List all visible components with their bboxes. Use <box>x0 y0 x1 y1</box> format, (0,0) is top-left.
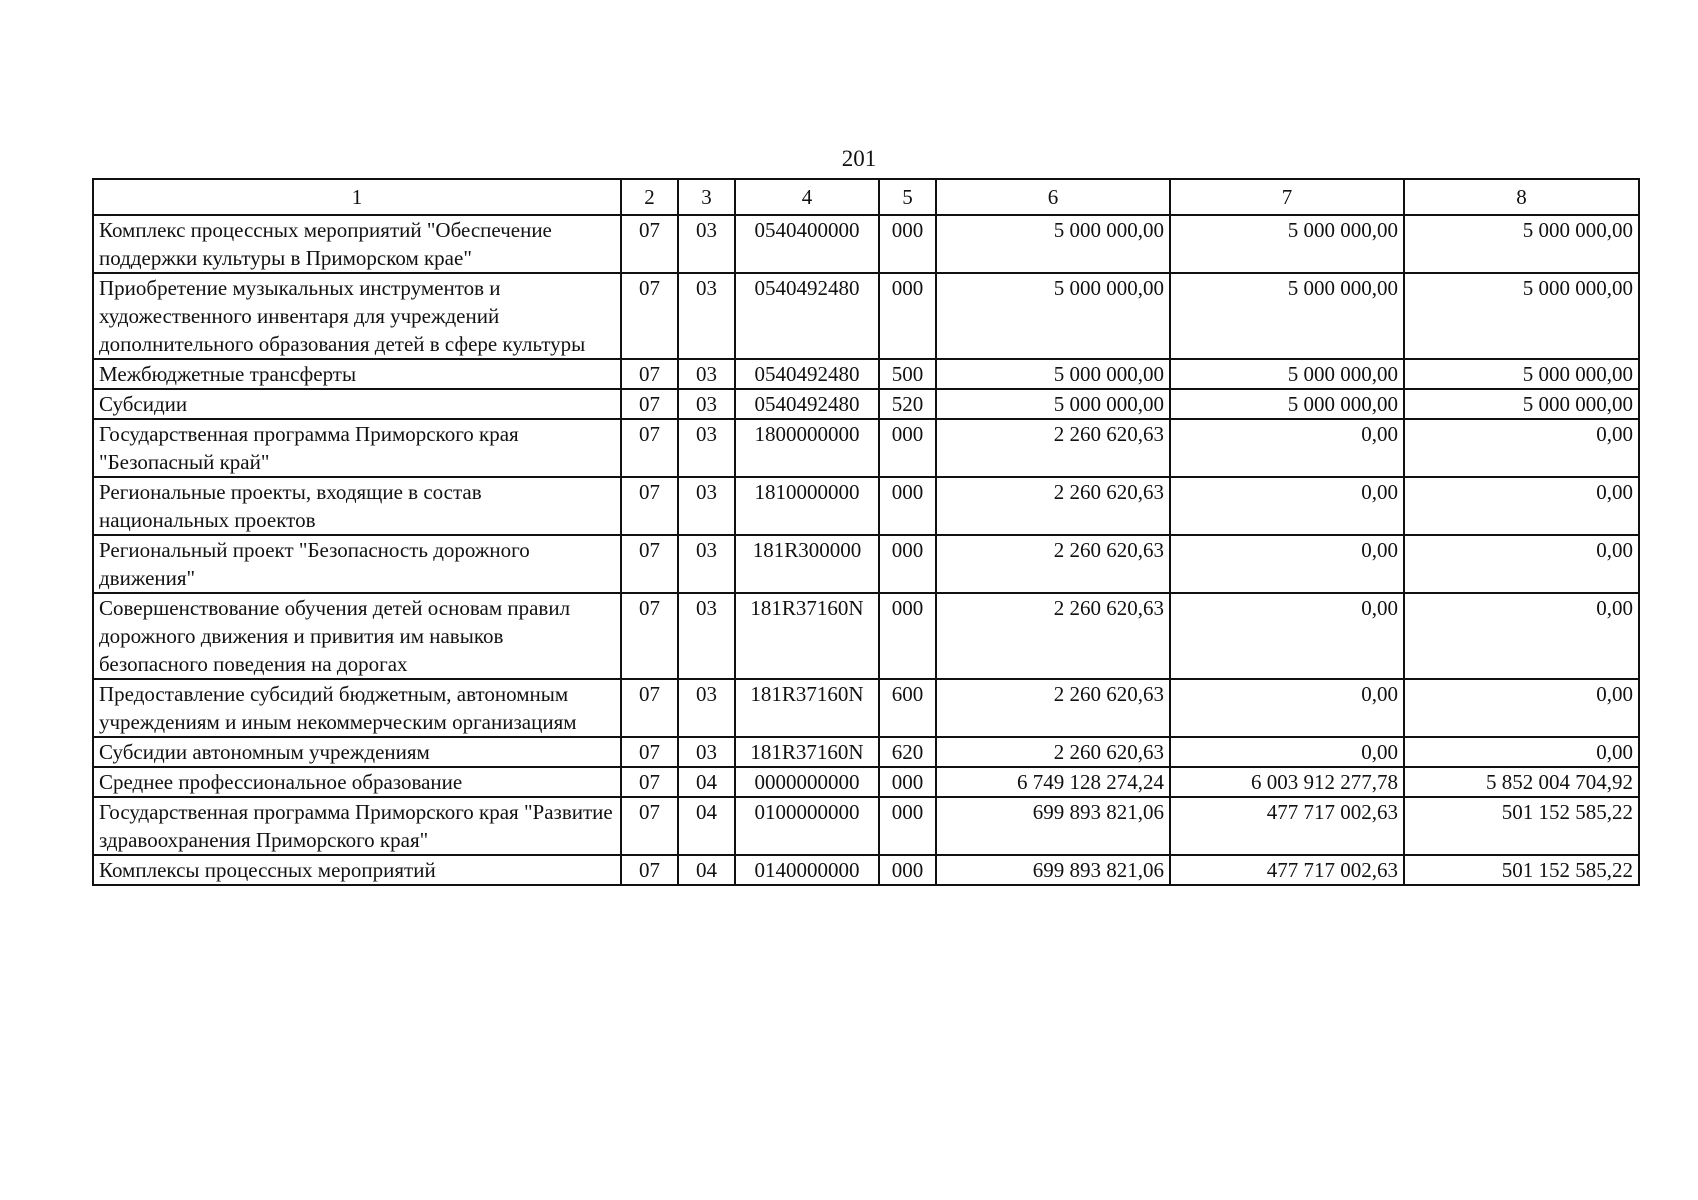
subsection-code-cell: 03 <box>678 477 735 535</box>
amount-col7-cell: 0,00 <box>1170 679 1404 737</box>
amount-col7-cell: 0,00 <box>1170 477 1404 535</box>
item-name-cell: Субсидии <box>93 389 621 419</box>
header-cell: 2 <box>621 179 678 215</box>
amount-col8-cell: 5 852 004 704,92 <box>1404 767 1639 797</box>
amount-col7-cell: 5 000 000,00 <box>1170 215 1404 273</box>
amount-col6-cell: 2 260 620,63 <box>936 535 1170 593</box>
item-name-cell: Государственная программа Приморского края "Безопасный край" <box>93 419 621 477</box>
expense-type-cell: 600 <box>879 679 936 737</box>
subsection-code-cell: 03 <box>678 737 735 767</box>
section-code-cell: 07 <box>621 593 678 679</box>
section-code-cell: 07 <box>621 767 678 797</box>
amount-col6-cell: 5 000 000,00 <box>936 273 1170 359</box>
target-article-cell: 1800000000 <box>735 419 879 477</box>
table-row <box>93 389 1639 419</box>
amount-col6-cell: 699 893 821,06 <box>936 855 1170 885</box>
amount-col6-cell: 5 000 000,00 <box>936 389 1170 419</box>
subsection-code-cell: 03 <box>678 359 735 389</box>
subsection-code-cell: 03 <box>678 679 735 737</box>
amount-col8-cell: 0,00 <box>1404 419 1639 477</box>
table-row <box>93 535 1639 593</box>
amount-col7-cell: 0,00 <box>1170 737 1404 767</box>
amount-col6-cell: 2 260 620,63 <box>936 593 1170 679</box>
subsection-code-cell: 03 <box>678 215 735 273</box>
target-article-cell: 0540400000 <box>735 215 879 273</box>
section-code-cell: 07 <box>621 797 678 855</box>
expense-type-cell: 000 <box>879 797 936 855</box>
expense-type-cell: 000 <box>879 215 936 273</box>
section-code-cell: 07 <box>621 535 678 593</box>
amount-col6-cell: 2 260 620,63 <box>936 679 1170 737</box>
section-code-cell: 07 <box>621 477 678 535</box>
amount-col6-cell: 2 260 620,63 <box>936 737 1170 767</box>
target-article-cell: 181R37160N <box>735 679 879 737</box>
amount-col8-cell: 5 000 000,00 <box>1404 273 1639 359</box>
header-row <box>93 179 1639 215</box>
section-code-cell: 07 <box>621 273 678 359</box>
item-name-cell: Субсидии автономным учреждениям <box>93 737 621 767</box>
item-name-cell: Комплекс процессных мероприятий "Обеспечение поддержки культуры в Приморском крае" <box>93 215 621 273</box>
header-cell: 7 <box>1170 179 1404 215</box>
subsection-code-cell: 03 <box>678 273 735 359</box>
subsection-code-cell: 03 <box>678 419 735 477</box>
subsection-code-cell: 03 <box>678 389 735 419</box>
amount-col7-cell: 0,00 <box>1170 593 1404 679</box>
amount-col8-cell: 0,00 <box>1404 535 1639 593</box>
amount-col8-cell: 0,00 <box>1404 737 1639 767</box>
header-cell: 1 <box>93 179 621 215</box>
target-article-cell: 0140000000 <box>735 855 879 885</box>
expense-type-cell: 000 <box>879 477 936 535</box>
amount-col7-cell: 5 000 000,00 <box>1170 273 1404 359</box>
target-article-cell: 0540492480 <box>735 273 879 359</box>
item-name-cell: Межбюджетные трансферты <box>93 359 621 389</box>
amount-col6-cell: 2 260 620,63 <box>936 477 1170 535</box>
header-cell: 3 <box>678 179 735 215</box>
table-row <box>93 215 1639 273</box>
target-article-cell: 1810000000 <box>735 477 879 535</box>
expense-type-cell: 000 <box>879 535 936 593</box>
target-article-cell: 181R37160N <box>735 737 879 767</box>
table-row <box>93 359 1639 389</box>
amount-col6-cell: 5 000 000,00 <box>936 215 1170 273</box>
amount-col8-cell: 5 000 000,00 <box>1404 359 1639 389</box>
amount-col6-cell: 699 893 821,06 <box>936 797 1170 855</box>
amount-col6-cell: 2 260 620,63 <box>936 419 1170 477</box>
subsection-code-cell: 03 <box>678 593 735 679</box>
page-number: 201 <box>841 146 877 171</box>
section-code-cell: 07 <box>621 419 678 477</box>
section-code-cell: 07 <box>621 359 678 389</box>
amount-col7-cell: 0,00 <box>1170 419 1404 477</box>
amount-col8-cell: 5 000 000,00 <box>1404 215 1639 273</box>
amount-col7-cell: 0,00 <box>1170 535 1404 593</box>
section-code-cell: 07 <box>621 737 678 767</box>
target-article-cell: 0000000000 <box>735 767 879 797</box>
table-row <box>93 855 1639 885</box>
expense-type-cell: 000 <box>879 273 936 359</box>
amount-col7-cell: 5 000 000,00 <box>1170 389 1404 419</box>
expense-type-cell: 620 <box>879 737 936 767</box>
subsection-code-cell: 04 <box>678 767 735 797</box>
target-article-cell: 181R37160N <box>735 593 879 679</box>
subsection-code-cell: 03 <box>678 535 735 593</box>
subsection-code-cell: 04 <box>678 855 735 885</box>
header-cell: 5 <box>879 179 936 215</box>
amount-col7-cell: 6 003 912 277,78 <box>1170 767 1404 797</box>
target-article-cell: 0540492480 <box>735 389 879 419</box>
item-name-cell: Государственная программа Приморского края "Развитие здравоохранения Приморского края" <box>93 797 621 855</box>
expense-type-cell: 000 <box>879 593 936 679</box>
target-article-cell: 181R300000 <box>735 535 879 593</box>
subsection-code-cell: 04 <box>678 797 735 855</box>
target-article-cell: 0540492480 <box>735 359 879 389</box>
table-row <box>93 797 1639 855</box>
section-code-cell: 07 <box>621 855 678 885</box>
item-name-cell: Региональный проект "Безопасность дорожного движения" <box>93 535 621 593</box>
expense-type-cell: 000 <box>879 419 936 477</box>
expense-type-cell: 520 <box>879 389 936 419</box>
amount-col8-cell: 0,00 <box>1404 477 1639 535</box>
item-name-cell: Региональные проекты, входящие в состав национальных проектов <box>93 477 621 535</box>
section-code-cell: 07 <box>621 215 678 273</box>
item-name-cell: Совершенствование обучения детей основам правил дорожного движения и привития им навыков безопасного поведения на дорогах <box>93 593 621 679</box>
item-name-cell: Среднее профессиональное образование <box>93 767 621 797</box>
amount-col7-cell: 5 000 000,00 <box>1170 359 1404 389</box>
expense-type-cell: 000 <box>879 855 936 885</box>
table-row <box>93 593 1639 679</box>
expense-type-cell: 500 <box>879 359 936 389</box>
header-cell: 8 <box>1404 179 1639 215</box>
section-code-cell: 07 <box>621 679 678 737</box>
item-name-cell: Приобретение музыкальных инструментов и художественного инвентаря для учреждений дополнительного образования детей в сфере культуры <box>93 273 621 359</box>
item-name-cell: Предоставление субсидий бюджетным, автономным учреждениям и иным некоммерческим организациям <box>93 679 621 737</box>
table-row <box>93 679 1639 737</box>
table-row <box>93 477 1639 535</box>
amount-col8-cell: 0,00 <box>1404 679 1639 737</box>
amount-col8-cell: 0,00 <box>1404 593 1639 679</box>
table-row <box>93 767 1639 797</box>
budget-table <box>92 178 1640 886</box>
table-row <box>93 273 1639 359</box>
amount-col6-cell: 6 749 128 274,24 <box>936 767 1170 797</box>
target-article-cell: 0100000000 <box>735 797 879 855</box>
section-code-cell: 07 <box>621 389 678 419</box>
expense-type-cell: 000 <box>879 767 936 797</box>
table-row <box>93 419 1639 477</box>
item-name-cell: Комплексы процессных мероприятий <box>93 855 621 885</box>
amount-col7-cell: 477 717 002,63 <box>1170 797 1404 855</box>
header-cell: 6 <box>936 179 1170 215</box>
header-cell: 4 <box>735 179 879 215</box>
amount-col8-cell: 501 152 585,22 <box>1404 855 1639 885</box>
amount-col6-cell: 5 000 000,00 <box>936 359 1170 389</box>
table-row <box>93 737 1639 767</box>
amount-col8-cell: 5 000 000,00 <box>1404 389 1639 419</box>
amount-col7-cell: 477 717 002,63 <box>1170 855 1404 885</box>
amount-col8-cell: 501 152 585,22 <box>1404 797 1639 855</box>
